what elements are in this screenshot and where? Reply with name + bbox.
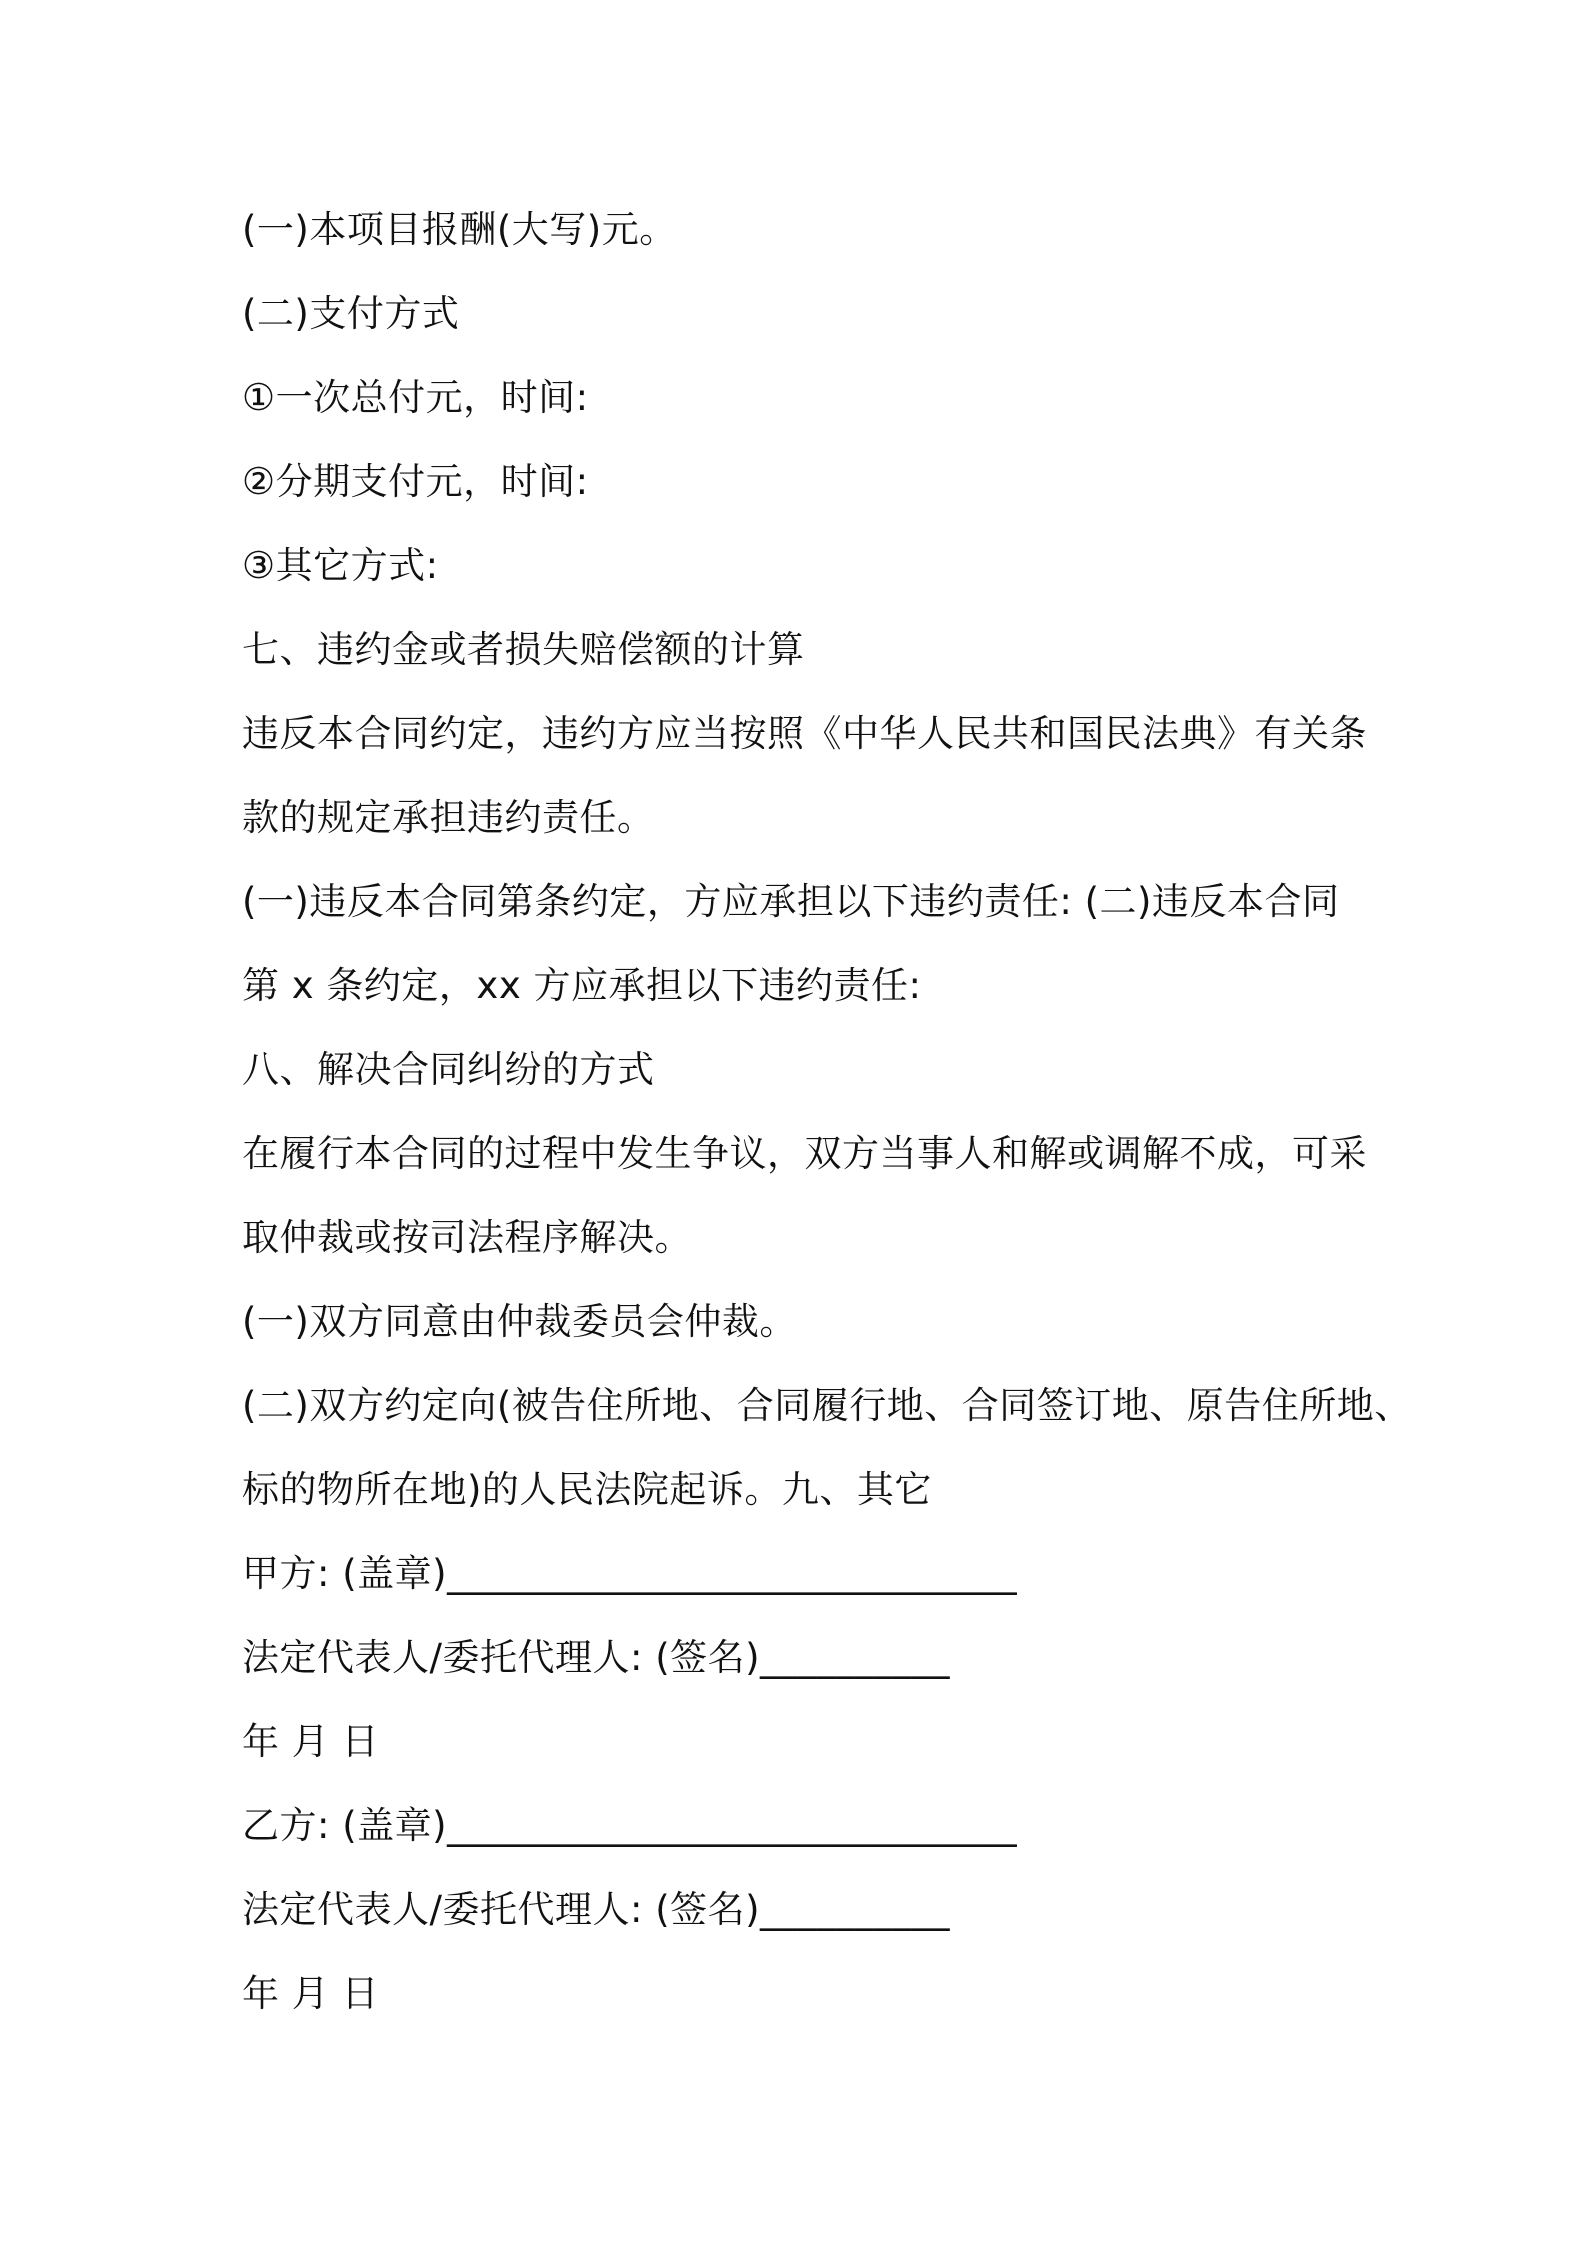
payment-option-lump-sum: ①一次总付元，时间: bbox=[242, 376, 589, 419]
party-a-seal-line: 甲方: (盖章)______________________________ bbox=[242, 1552, 1018, 1595]
payment-option-other: ③其它方式: bbox=[242, 544, 439, 587]
payment-option-installments: ②分期支付元，时间: bbox=[242, 460, 589, 503]
party-a-date-line: 年 月 日 bbox=[242, 1720, 380, 1763]
party-b-seal-line: 乙方: (盖章)______________________________ bbox=[242, 1804, 1018, 1847]
penalty-clause-line-1: (一)违反本合同第条约定，方应承担以下违约责任: (二)违反本合同 bbox=[242, 880, 1340, 923]
party-a-representative-line: 法定代表人/委托代理人: (签名)__________ bbox=[242, 1636, 951, 1679]
section-heading-dispute: 八、解决合同纠纷的方式 bbox=[242, 1048, 655, 1091]
dispute-option-arbitration: (一)双方同意由仲裁委员会仲裁。 bbox=[242, 1300, 797, 1343]
dispute-option-court-line-2: 标的物所在地)的人民法院起诉。九、其它 bbox=[242, 1468, 932, 1511]
clause-payment-method-heading: (二)支付方式 bbox=[242, 292, 460, 335]
penalty-clause-line-2: 第 x 条约定，xx 方应承担以下违约责任: bbox=[242, 964, 922, 1007]
clause-remuneration: (一)本项目报酬(大写)元。 bbox=[242, 208, 677, 251]
penalty-paragraph-line-2: 款的规定承担违约责任。 bbox=[242, 796, 655, 839]
penalty-paragraph-line-1: 违反本合同约定，违约方应当按照《中华人民共和国民法典》有关条 bbox=[242, 712, 1367, 755]
section-heading-penalty: 七、违约金或者损失赔偿额的计算 bbox=[242, 628, 805, 671]
dispute-paragraph-line-1: 在履行本合同的过程中发生争议，双方当事人和解或调解不成，可采 bbox=[242, 1132, 1367, 1175]
dispute-option-court-line-1: (二)双方约定向(被告住所地、合同履行地、合同签订地、原告住所地、 bbox=[242, 1384, 1412, 1427]
party-b-date-line: 年 月 日 bbox=[242, 1972, 380, 2015]
dispute-paragraph-line-2: 取仲裁或按司法程序解决。 bbox=[242, 1216, 692, 1259]
party-b-representative-line: 法定代表人/委托代理人: (签名)__________ bbox=[242, 1888, 951, 1931]
